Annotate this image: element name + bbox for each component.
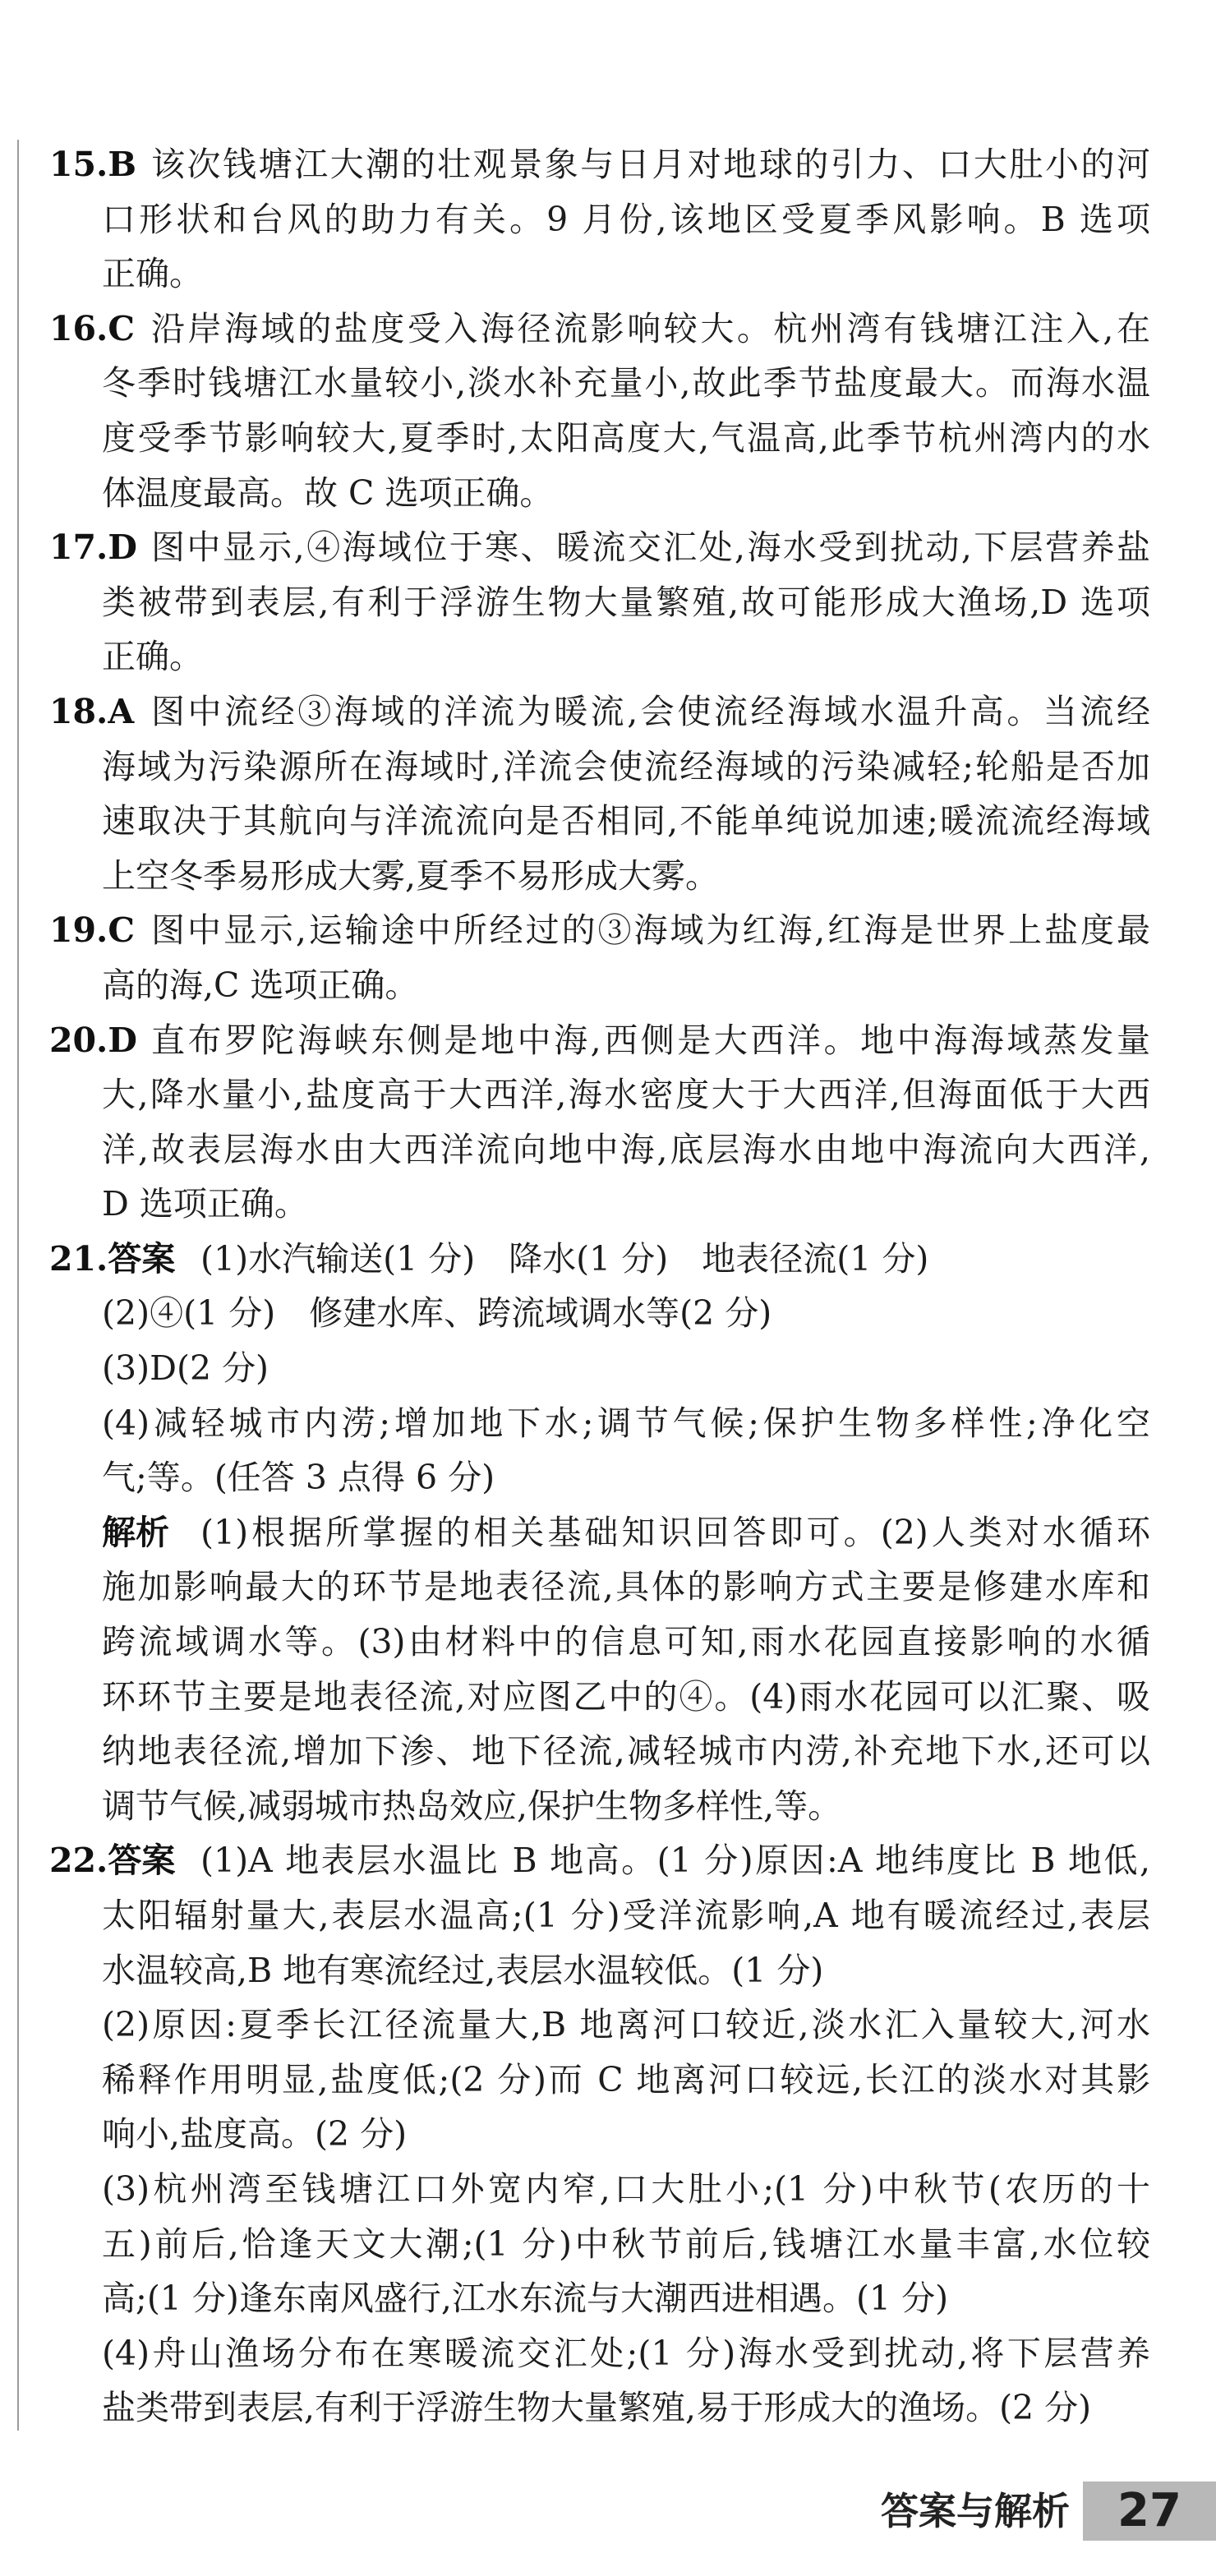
analysis-text: 环环节主要是地表径流,对应图乙中的④。(4)雨水花园可以汇聚、吸 <box>102 1676 1150 1717</box>
q20-text: 直布罗陀海峡东侧是地中海,西侧是大西洋。地中海海域蒸发量 <box>151 1020 1150 1060</box>
q21-part-1 <box>0 1232 1150 1287</box>
q19-label: 19.C <box>49 910 135 951</box>
question-15 <box>0 137 1150 302</box>
q22-text: 高;(1 分)逢东南风盛行,江水东流与大潮西进相遇。(1 分) <box>102 2279 949 2319</box>
q16-line-2 <box>0 356 1150 411</box>
q16-line-1 <box>0 302 1150 357</box>
q21-part-4-line-1 <box>0 1396 1150 1451</box>
q21-text: (4)减轻城市内涝;增加地下水;调节气候;保护生物多样性;净化空 <box>102 1403 1150 1443</box>
q17-label: 17.D <box>49 528 137 568</box>
q22-part-4-line-2 <box>0 2380 1150 2435</box>
q20-text: 洋,故表层海水由大西洋流向地中海,底层海水由地中海流向大西洋, <box>102 1129 1150 1169</box>
q15-text: 口形状和台风的助力有关。9 月份,该地区受夏季风影响。B 选项 <box>102 199 1150 239</box>
q15-line-1 <box>0 137 1150 192</box>
q19-text: 图中显示,运输途中所经过的③海域为红海,红海是世界上盐度最 <box>151 910 1150 951</box>
question-16 <box>0 302 1150 520</box>
q22-part-3-line-1 <box>0 2162 1150 2217</box>
q20-text: 大,降水量小,盐度高于大西洋,海水密度大于大西洋,但海面低于大西 <box>102 1075 1150 1115</box>
analysis-text: 纳地表径流,增加下渗、地下径流,减轻城市内涝,补充地下水,还可以 <box>102 1731 1150 1772</box>
q22-part-2-line-1 <box>0 1998 1150 2053</box>
page-number: 27 <box>1117 2484 1181 2537</box>
q18-label: 18.A <box>49 691 135 731</box>
q18-text: 图中流经③海域的洋流为暖流,会使流经海域水温升高。当流经 <box>151 691 1150 731</box>
q20-line-1 <box>0 1013 1150 1068</box>
analysis-label: 解析 <box>102 1512 169 1552</box>
q22-part-3-line-3 <box>0 2271 1150 2326</box>
q22-text: 五)前后,恰逢天文大潮;(1 分)中秋节前后,钱塘江水量丰富,水位较 <box>102 2223 1150 2264</box>
q21-analysis-line-3 <box>0 1615 1150 1670</box>
q19-line-2 <box>0 958 1150 1013</box>
q18-line-1 <box>0 684 1150 740</box>
question-18 <box>0 684 1150 903</box>
q21-part-2 <box>0 1286 1150 1341</box>
q21-text: (3)D(2 分) <box>102 1348 269 1389</box>
q18-text: 速取决于其航向与洋流流向是否相同,不能单纯说加速;暖流流经海域 <box>102 801 1150 841</box>
q21-analysis-line-1 <box>0 1505 1150 1560</box>
q22-label: 22.答案 <box>49 1841 176 1881</box>
q21-analysis-line-5 <box>0 1724 1150 1779</box>
q22-text: (2)原因:夏季长江径流量大,B 地离河口较近,淡水汇入量较大,河水 <box>102 2005 1150 2045</box>
q21-analysis-line-2 <box>0 1560 1150 1615</box>
q16-line-4 <box>0 466 1150 521</box>
q22-part-1-line-3 <box>0 1943 1150 1998</box>
q20-label: 20.D <box>49 1020 137 1060</box>
q16-line-3 <box>0 411 1150 466</box>
q20-text: D 选项正确。 <box>102 1184 308 1224</box>
q21-text: (1)水汽输送(1 分) 降水(1 分) 地表径流(1 分) <box>200 1238 929 1279</box>
q16-label: 16.C <box>49 308 135 348</box>
q22-text: 稀释作用明显,盐度低;(2 分)而 C 地离河口较远,长江的淡水对其影 <box>102 2059 1150 2099</box>
question-22 <box>0 1833 1150 2435</box>
q21-part-4-line-2 <box>0 1450 1150 1505</box>
q21-part-3 <box>0 1341 1150 1396</box>
q22-text: (4)舟山渔场分布在寒暖流交汇处;(1 分)海水受到扰动,将下层营养 <box>102 2333 1150 2373</box>
q21-text: 气;等。(任答 3 点得 6 分) <box>102 1458 495 1498</box>
q17-line-1 <box>0 520 1150 575</box>
q18-line-3 <box>0 794 1150 849</box>
q15-text: 该次钱塘江大潮的壮观景象与日月对地球的引力、口大肚小的河 <box>151 145 1150 184</box>
analysis-text: 调节气候,减弱城市热岛效应,保护生物多样性,等。 <box>102 1786 842 1826</box>
q16-text: 冬季时钱塘江水量较小,淡水补充量小,故此季节盐度最大。而海水温 <box>102 363 1150 403</box>
question-20 <box>0 1013 1150 1232</box>
q18-line-4 <box>0 849 1150 904</box>
question-21 <box>0 1232 1150 1834</box>
q17-text: 正确。 <box>102 637 203 677</box>
q21-analysis-line-6 <box>0 1779 1150 1834</box>
q19-text: 高的海,C 选项正确。 <box>102 965 419 1005</box>
q18-text: 上空冬季易形成大雾,夏季不易形成大雾。 <box>102 855 720 896</box>
q22-text: (1)A 地表层水温比 B 地高。(1 分)原因:A 地纬度比 B 地低, <box>200 1841 1151 1881</box>
q22-part-4-line-1 <box>0 2326 1150 2381</box>
q19-line-1 <box>0 903 1150 958</box>
q22-text: 水温较高,B 地有寒流经过,表层水温较低。(1 分) <box>102 1950 824 1990</box>
q20-line-3 <box>0 1122 1150 1177</box>
q22-part-2-line-3 <box>0 2107 1150 2162</box>
footer-section-title: 答案与解析 <box>881 2489 1070 2533</box>
q21-analysis <box>0 1505 1150 1834</box>
question-19 <box>0 903 1150 1012</box>
question-17 <box>0 520 1150 684</box>
q21-label: 21.答案 <box>49 1238 176 1279</box>
q22-part-1-line-2 <box>0 1888 1150 1943</box>
q15-line-2 <box>0 192 1150 247</box>
q18-line-2 <box>0 740 1150 795</box>
q22-part-2-line-2 <box>0 2053 1150 2108</box>
q22-part-3-line-2 <box>0 2217 1150 2272</box>
page-number-box <box>1083 2482 1216 2541</box>
q15-line-3 <box>0 247 1150 302</box>
q17-text: 图中显示,④海域位于寒、暖流交汇处,海水受到扰动,下层营养盐 <box>151 528 1150 568</box>
q16-text: 体温度最高。故 C 选项正确。 <box>102 472 554 513</box>
q16-text: 沿岸海域的盐度受入海径流影响较大。杭州湾有钱塘江注入,在 <box>151 308 1150 348</box>
q21-analysis-line-4 <box>0 1670 1150 1725</box>
q15-text: 正确。 <box>102 254 203 294</box>
q15-label: 15.B <box>49 145 136 184</box>
q22-text: 响小,盐度高。(2 分) <box>102 2114 408 2154</box>
q22-text: (3)杭州湾至钱塘江口外宽内窄,口大肚小;(1 分)中秋节(农历的十 <box>102 2168 1150 2209</box>
q18-text: 海域为污染源所在海域时,洋流会使流经海域的污染减轻;轮船是否加 <box>102 746 1150 786</box>
q17-line-3 <box>0 629 1150 684</box>
q17-text: 类被带到表层,有利于浮游生物大量繁殖,故可能形成大渔场,D 选项 <box>102 582 1150 622</box>
q22-text: 盐类带到表层,有利于浮游生物大量繁殖,易于形成大的渔场。(2 分) <box>102 2388 1092 2428</box>
answer-list <box>0 137 1150 2435</box>
analysis-text: (1)根据所掌握的相关基础知识回答即可。(2)人类对水循环 <box>200 1512 1150 1552</box>
q21-text: (2)④(1 分) 修建水库、跨流域调水等(2 分) <box>102 1293 772 1334</box>
q16-text: 度受季节影响较大,夏季时,太阳高度大,气温高,此季节杭州湾内的水 <box>102 417 1150 458</box>
q17-line-2 <box>0 575 1150 630</box>
q22-part-1-line-1 <box>0 1833 1150 1888</box>
q20-line-2 <box>0 1067 1150 1122</box>
q22-text: 太阳辐射量大,表层水温高;(1 分)受洋流影响,A 地有暖流经过,表层 <box>102 1896 1150 1935</box>
analysis-text: 跨流域调水等。(3)由材料中的信息可知,雨水花园直接影响的水循 <box>102 1622 1150 1662</box>
analysis-text: 施加影响最大的环节是地表径流,具体的影响方式主要是修建水库和 <box>102 1567 1150 1607</box>
q20-line-4 <box>0 1177 1150 1232</box>
